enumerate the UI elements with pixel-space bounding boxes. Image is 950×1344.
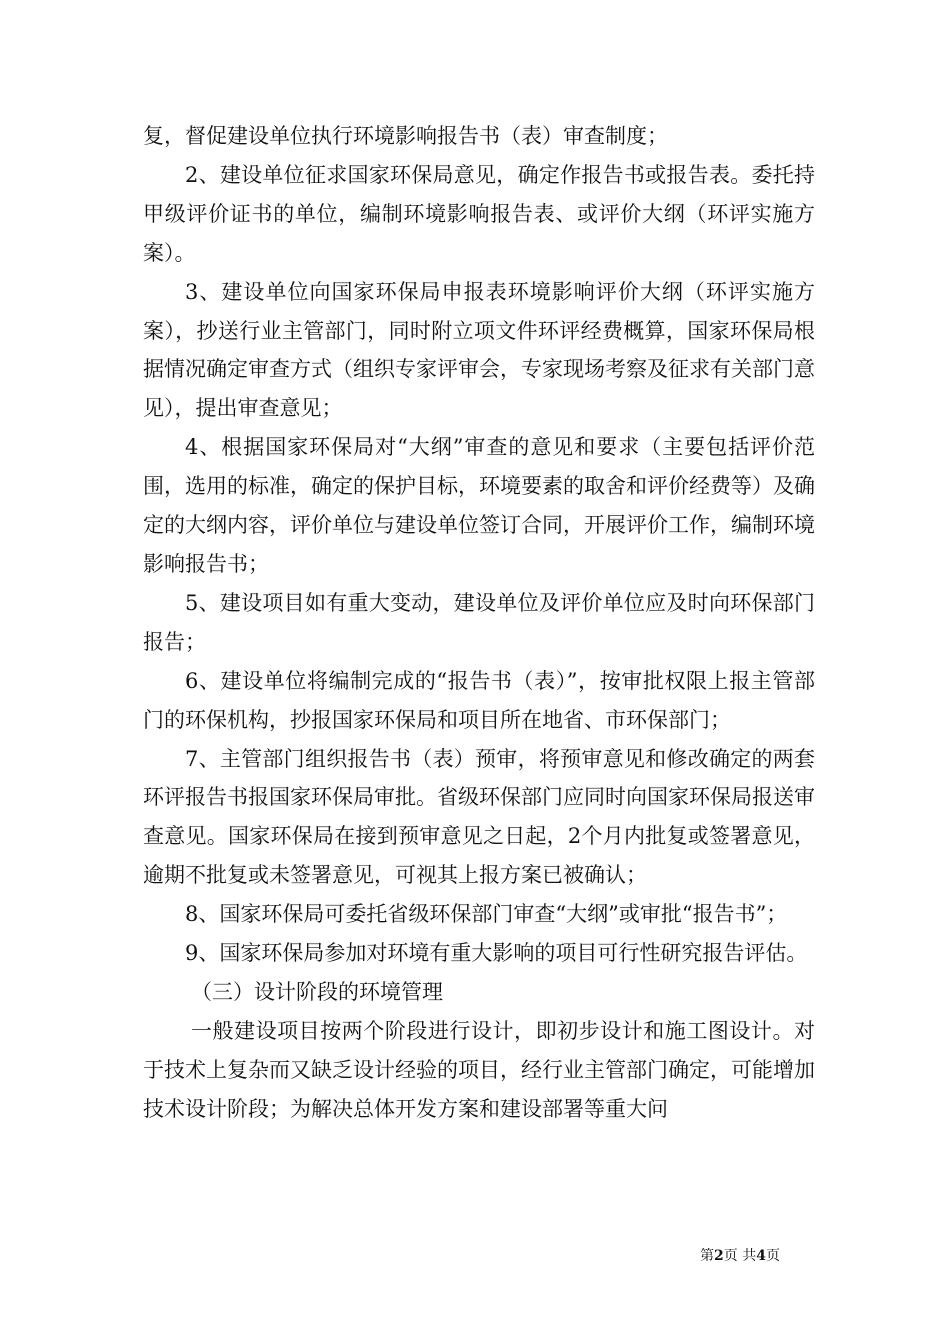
paragraph-design-stage-intro: 一般建设项目按两个阶段进行设计，即初步设计和施工图设计。对于技术上复杂而又缺乏设计经验的项目，经行业主管部门确定，可能增加技术设计阶段；为解决总体开发方案和建设部署等重大问	[143, 1018, 815, 1121]
footer-suffix: 页	[765, 1248, 780, 1264]
footer-middle: 页 共	[723, 1248, 757, 1264]
paragraph-item-8: 8、国家环保局可委托省级环保部门审查“大纲”或审批“报告书”；	[185, 902, 788, 927]
paragraph-continuation: 复，督促建设单位执行环境影响报告书（表）审查制度；	[143, 124, 668, 148]
footer-prefix: 第	[700, 1248, 714, 1264]
section-heading-design-stage: （三）设计阶段的环境管理	[191, 979, 443, 1004]
paragraph-item-6: 6、建设单位将编制完成的“报告书（表）”，按审批权限上报主管部门的环保机构，抄报国家环保局和项目所在地省、市环保部门；	[143, 668, 815, 732]
paragraph-item-5: 5、建设项目如有重大变动，建设单位及评价单位应及时向环保部门报告；	[143, 590, 815, 654]
document-body	[143, 117, 815, 1129]
paragraph-item-7: 7、主管部门组织报告书（表）预审，将预审意见和修改确定的两套环评报告书报国家环保局审批。省级环保部门应同时向国家环保局报送审查意见。国家环保局在接到预审意见之日起，2个月内批复或签署意见，逾期不批复或未签署意见，可视其上报方案已被确认；	[143, 746, 815, 888]
page-footer	[700, 1247, 820, 1265]
paragraph-item-2: 2、建设单位征求国家环保局意见，确定作报告书或报告表。委托持甲级评价证书的单位，编制环境影响报告表、或评价大纲（环评实施方案）。	[143, 162, 815, 265]
paragraph-item-4: 4、根据国家环保局对“大纲”审查的意见和要求（主要包括评价范围，选用的标准，确定的保护目标，环境要素的取舍和评价经费等）及确定的大纲内容，评价单位与建设单位签订合同，开展评价工作，编制环境影响报告书；	[143, 435, 815, 576]
footer-page-number: 2	[714, 1248, 724, 1264]
paragraph-item-9: 9、国家环保局参加对环境有重大影响的项目可行性研究报告评估。	[185, 941, 808, 966]
paragraph-item-3: 3、建设单位向国家环保局申报表环境影响评价大纲（环评实施方案），抄送行业主管部门，同时附立项文件环评经费概算，国家环保局根据情况确定审查方式（组织专家评审会，专家现场考察及征求有关部门意见），提出审查意见；	[143, 279, 815, 421]
footer-total-pages: 4	[756, 1248, 766, 1264]
